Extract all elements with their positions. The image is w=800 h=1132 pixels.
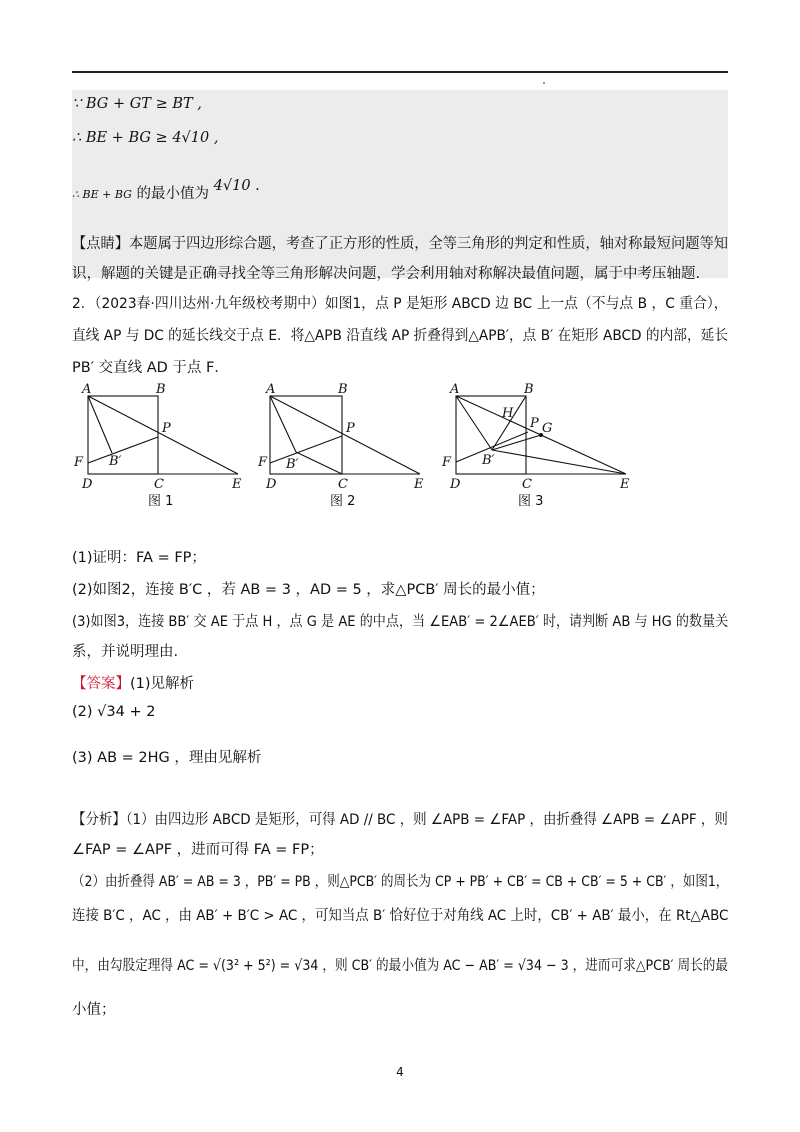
analysis-line-6: 小值； [72,1002,116,1018]
fig1-label-f: F [74,455,84,470]
fig2-line-fp [270,436,342,463]
answer-1: (1)见解析 [130,676,195,692]
answer-3: (3) AB = 2HG ，理由见解析 [72,750,262,766]
fig1-label-c: C [154,477,164,492]
fig1-label-a: A [82,382,92,397]
fig2-label-f: F [258,455,268,470]
question-3-line-2: 系，并说明理由. [72,644,179,660]
fig3-label-h: H [502,406,514,421]
analysis-line-1: 【分析】（1）由四边形 ABCD 是矩形，可得 AD // BC ，则 ∠APB = ∠FAP ，由折叠得 ∠APB = ∠APF ，则 [72,812,728,828]
figure-3-caption: 图 3 [518,494,544,509]
question-1: (1)证明：FA = FP； [72,550,206,566]
analysis-line-5: 中，由勾股定理得 AC = √(3² + 5²) = √34 ，则 CB′ 的最小值为 AC − AB′ = √34 − 3 ，进而可求△PCB′ 周长的最 [72,958,729,974]
fig1-label-d: D [82,477,93,492]
answer-2: (2) √34 + 2 [72,704,156,720]
answer-line-1 [72,672,194,693]
comment-line-1: 【点睛】本题属于四边形综合题，考查了正方形的性质，全等三角形的判定和性质，轴对称最短问题等知 [72,236,728,252]
fig3-label-c: C [522,477,532,492]
problem-line-1: 2．（2023春·四川达州·九年级校考期中）如图1，点 P 是矩形 ABCD 边 BC 上一点（不与点 B ，C 重合）， [72,296,728,312]
fig3-line-bb-prime [492,396,526,450]
problem-line-3: PB′ 交直线 AD 于点 F． [72,360,229,376]
fig1-label-b: B [156,382,166,397]
fig3-label-a: A [450,382,460,397]
solution-line-3 [72,178,260,203]
fig3-label-d: D [450,477,461,492]
fig1-line-ab-prime [88,396,112,453]
analysis-line-3: （2）由折叠得 AB′ = AB = 3 ，PB′ = PB ，则△PCB′ 的周长为 CP + PB′ + CB′ = CB + CB′ = 5 + CB′ ，如图1， [72,874,729,890]
min-value-expr: ∴ BE + BG [72,188,132,201]
comment-line-2: 识，解题的关键是正确寻找全等三角形解决问题，学会利用轴对称解决最值问题，属于中考压轴题. [72,266,701,282]
figure-3 [440,380,640,500]
fig3-label-f: F [442,455,452,470]
fig2-label-p: P [346,421,355,436]
fig3-label-e: E [620,477,630,492]
fig2-label-c: C [338,477,348,492]
fig2-line-bprime-c [296,452,342,474]
analysis-line-4: 连接 B′C ，AC ，由 AB′ + B′C > AC ，可知当点 B′ 恰好位于对角线 AC 上时，CB′ + AB′ 最小，在 Rt△ABC [72,908,729,924]
min-value: 4√10 . [213,178,260,194]
figure-1-caption: 图 1 [148,494,174,509]
header-rule [72,71,728,73]
fig1-label-e: E [232,477,242,492]
question-2: (2)如图2，连接 B′C ，若 AB = 3 ，AD = 5 ，求△PCB′ 周长的最小值； [72,582,545,598]
fig3-label-b: B [524,382,534,397]
page-number: 4 [396,1065,404,1079]
fig2-label-a: A [266,382,276,397]
solution-line-2: ∴ BE + BG ≥ 4√10 , [72,130,219,146]
solution-line-1: ∵ BG + GT ≥ BT , [72,96,202,112]
fig3-label-g: G [542,421,553,436]
fig3-label-p: P [530,416,539,431]
question-3-line-1: (3)如图3，连接 BB′ 交 AE 于点 H ，点 G 是 AE 的中点，当 ∠EAB′ = 2∠AEB′ 时，请判断 AB 与 HG 的数量关 [72,614,729,630]
fig3-line-bprime-e [492,450,626,474]
fig2-label-d: D [266,477,277,492]
fig2-line-ab-prime [270,396,296,452]
fig1-label-bprime: B′ [109,454,122,469]
header-dot [543,82,545,84]
analysis-line-2: ∠FAP = ∠APF ，进而可得 FA = FP； [72,842,324,858]
fig1-rectangle [88,396,158,474]
fig2-label-bprime: B′ [286,457,299,472]
fig1-label-p: P [162,421,171,436]
figure-2-caption: 图 2 [330,494,356,509]
problem-line-2: 直线 AP 与 DC 的延长线交于点 E．将△APB 沿直线 AP 折叠得到△APB′，点 B′ 在矩形 ABCD 的内部，延长 [72,328,729,344]
figure-2 [258,380,438,500]
fig2-label-b: B [338,382,348,397]
min-value-label: 的最小值为 [136,186,210,202]
fig2-rectangle [270,396,342,474]
answer-tag: 【答案】 [72,676,130,692]
figure-1 [72,380,252,500]
fig2-label-e: E [414,477,424,492]
fig1-line-fp [88,437,158,463]
fig3-label-bprime: B′ [482,453,495,468]
